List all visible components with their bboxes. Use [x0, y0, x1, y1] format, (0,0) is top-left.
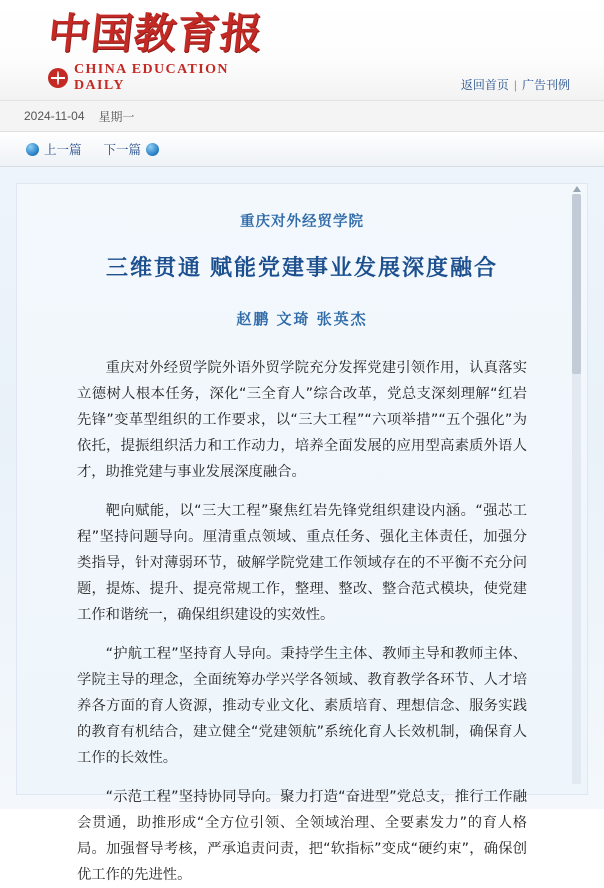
article-body — [17, 184, 587, 888]
prev-article-button[interactable] — [26, 140, 82, 158]
article-scrollbar[interactable] — [572, 194, 581, 784]
link-separator: | — [513, 78, 517, 92]
page-title: 三维贯通 赋能党建事业发展深度融合 — [105, 255, 499, 280]
masthead-links — [461, 76, 570, 93]
prev-article-label: 上一篇 — [44, 143, 82, 157]
logo-chinese-title: 中国教育报 — [45, 9, 266, 58]
article-paragraph: “护航工程”坚持育人导向。秉持学生主体、教师主导和教师主体、学院主导的理念，全面统筹办学兴学各领域、教育教学各环节、人才培养各方面的育人资源，推动专业文化、素质培育、理想信念、服务实践的教育有机结合，建立健全“党建领航”系统化育人长效机制，确保育人工作的长效性。 — [77, 646, 527, 766]
scroll-thumb[interactable] — [572, 194, 581, 374]
article-frame — [16, 183, 588, 883]
masthead — [0, 0, 604, 101]
current-date: 2024-11-04 — [24, 109, 85, 123]
article-subhead: 重庆对外经贸学院 — [240, 214, 364, 230]
current-weekday: 星期一 — [98, 109, 135, 124]
next-article-label: 下一篇 — [103, 143, 142, 157]
circle-arrow-left-icon — [26, 143, 39, 156]
scroll-up-arrow-icon[interactable] — [573, 186, 581, 192]
article-byline: 赵鹏 文琦 张英杰 — [236, 311, 368, 328]
article-shell — [0, 167, 604, 883]
article-paragraph: “示范工程”坚持协同导向。聚力打造“奋进型”党总支，推行工作融会贯通，助推形成“全方位引领、全领域治理、全要素发力”的育人格局。加强督导考核，严承追责问责，把“软指标”变成“硬约束”，确保创优工作的先进性。 — [77, 789, 527, 883]
logo-english-row — [48, 62, 278, 94]
globe-icon — [48, 68, 68, 88]
ads-link[interactable]: 广告刊例 — [521, 78, 570, 92]
logo-english-title: CHINA EDUCATION DAILY — [74, 62, 229, 93]
next-article-button[interactable] — [104, 140, 160, 158]
date-bar — [0, 101, 604, 132]
article-paragraph: 重庆对外经贸学院外语外贸学院充分发挥党建引领作用，认真落实立德树人根本任务，深化“三全育人”综合改革，党总支深刻理解“红岩先锋”变革型组织的工作要求，以“三大工程”“六项举措”“五个强化”为依托，提振组织活力和工作动力，培养全面发展的应用型高素质外语人才，助推党建与事业发展深度融合。 — [77, 360, 527, 480]
article-paragraph: 靶向赋能，以“三大工程”聚焦红岩先锋党组织建设内涵。“强芯工程”坚持问题导向。厘清重点领域、重点任务、强化主体责任，加强分类指导，针对薄弱环节，破解学院党建工作领域存在的不平衡不充分问题，提炼、提升、提亮常规工作，整理、整改、整合范式模块，使党建工作和谐统一，确保组织建设的实效性。 — [77, 503, 527, 623]
site-logo[interactable] — [45, 8, 278, 94]
article-nav-bar — [0, 132, 604, 167]
circle-arrow-right-icon — [146, 143, 159, 156]
home-link[interactable]: 返回首页 — [460, 78, 509, 92]
